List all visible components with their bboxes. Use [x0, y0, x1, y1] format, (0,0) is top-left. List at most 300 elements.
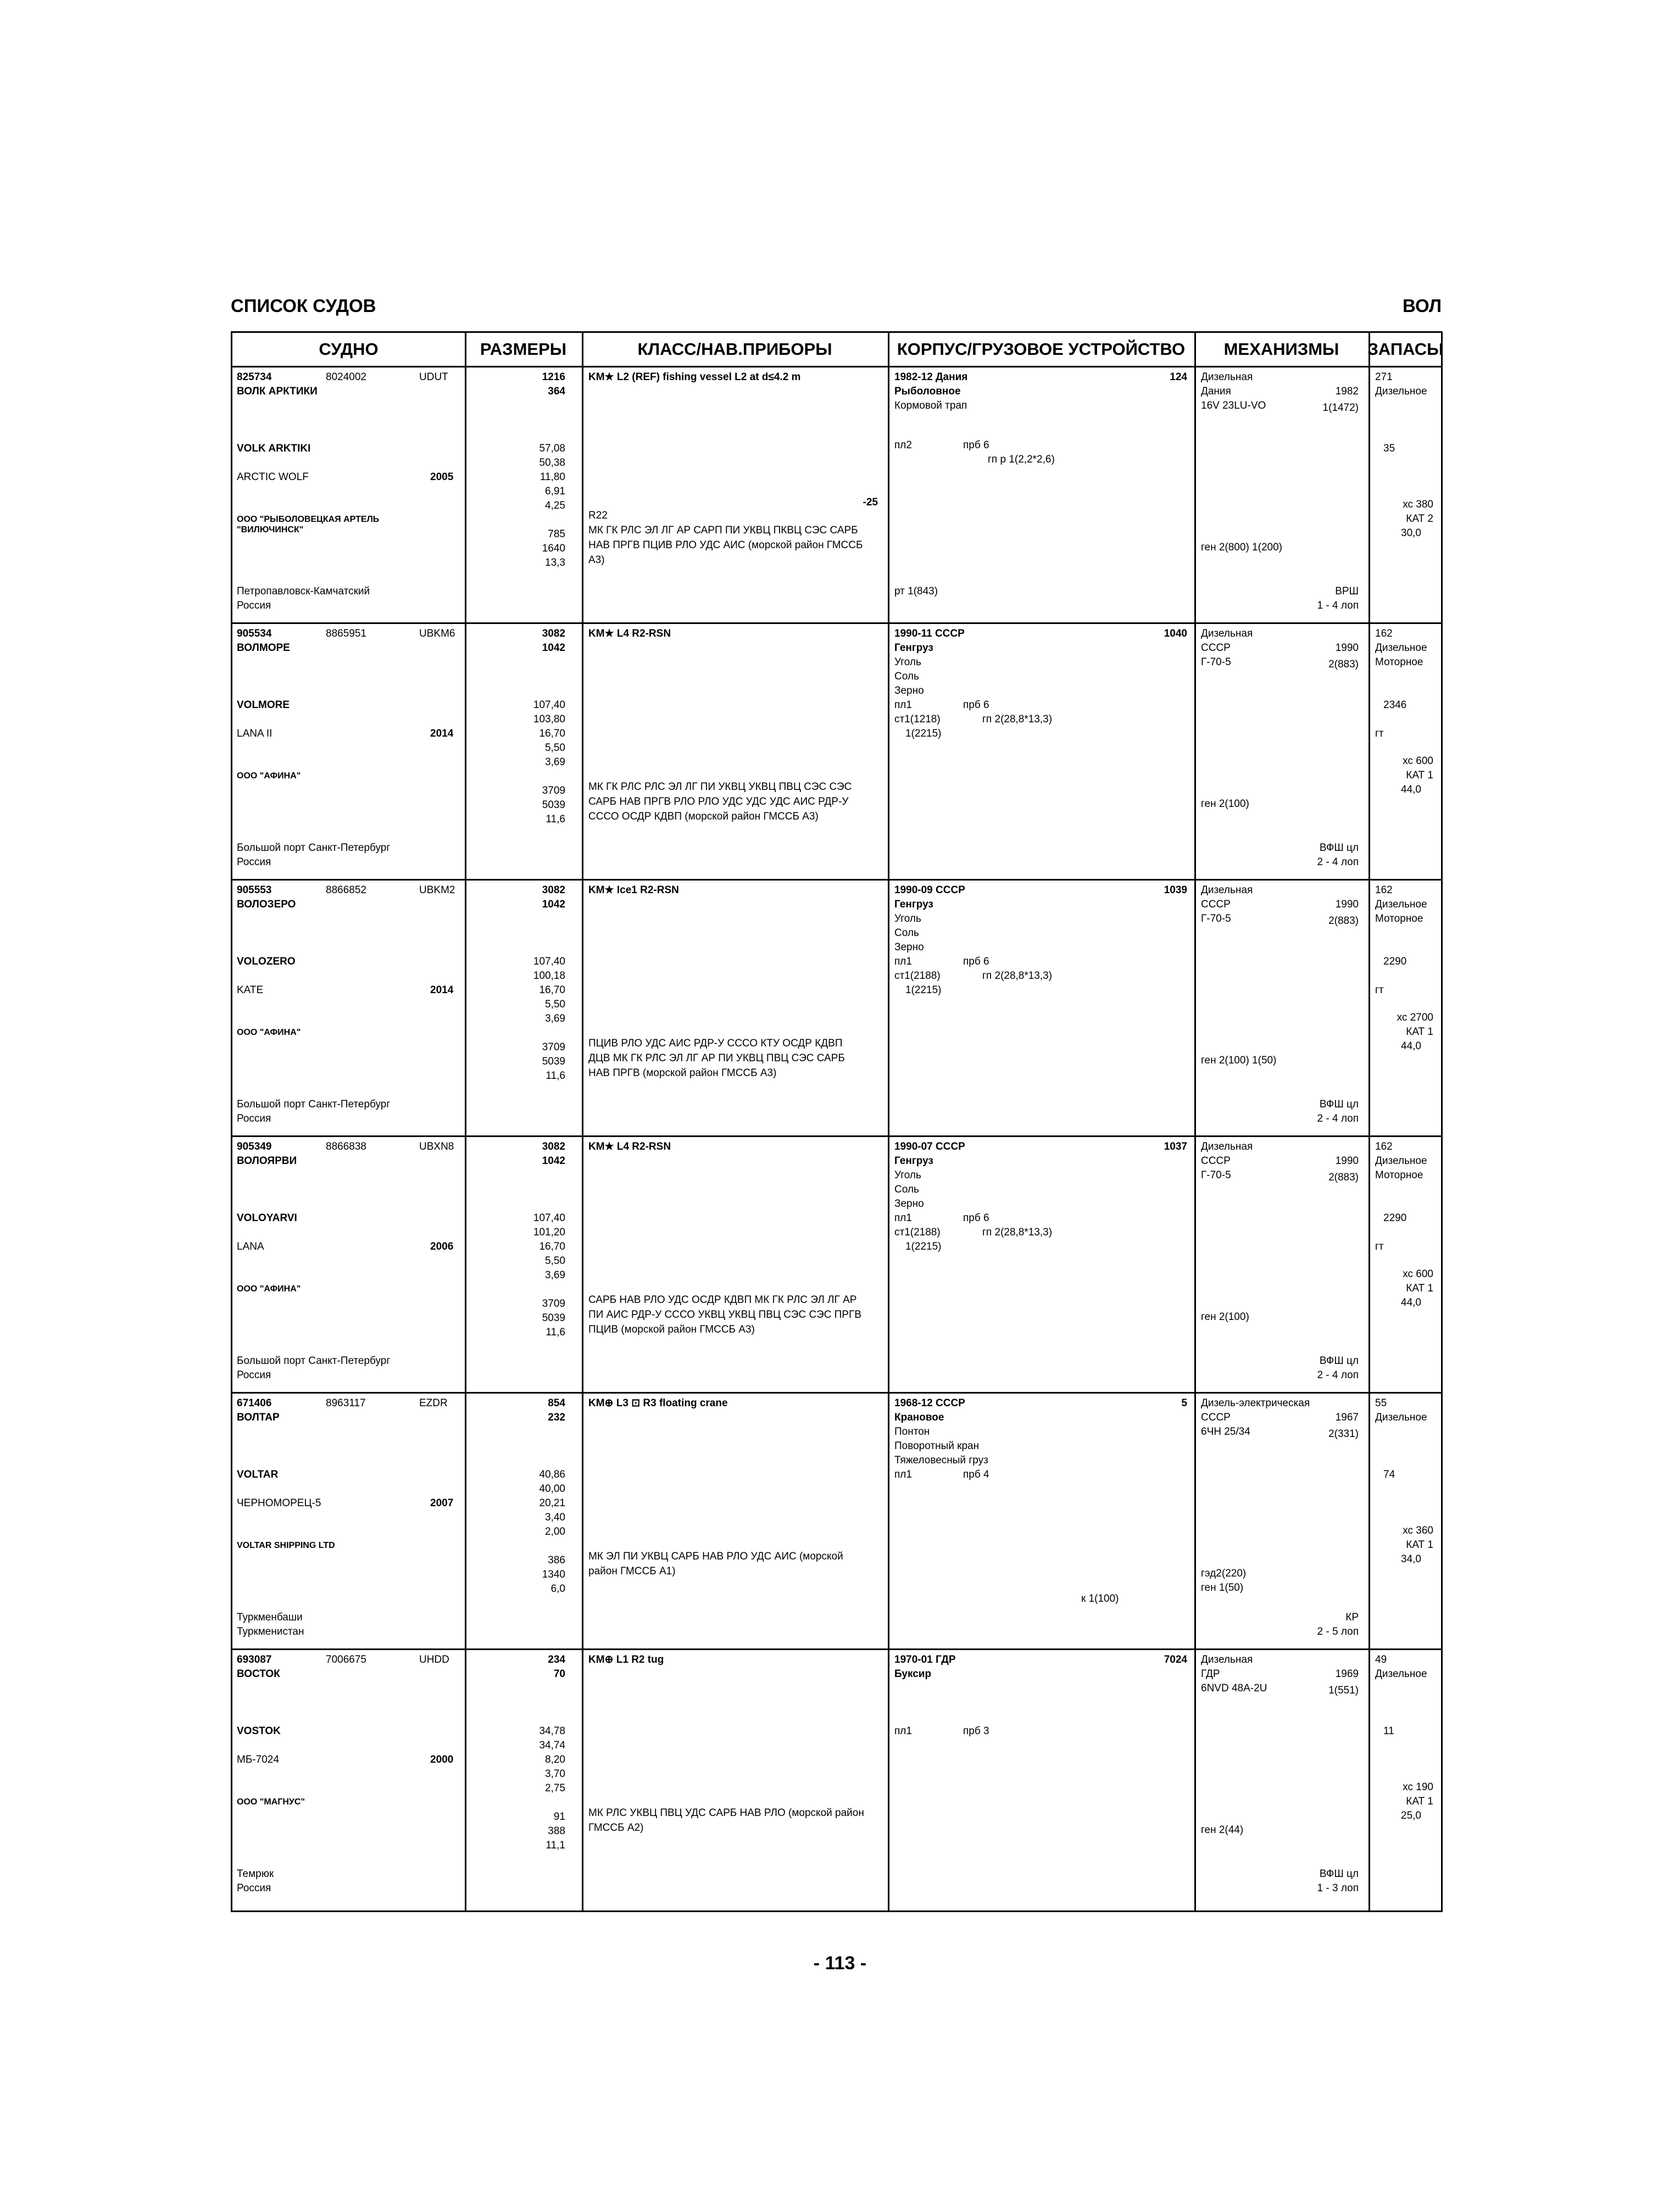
- dimension-value: 40,86: [539, 1469, 565, 1480]
- dimension-value: 3,69: [545, 1269, 565, 1281]
- fuel-store: 162: [1375, 628, 1393, 639]
- propeller: ВФШ цл: [1319, 1868, 1359, 1880]
- column-header-machinery: МЕХАНИЗМЫ: [1223, 339, 1339, 359]
- range: 2346: [1383, 699, 1407, 711]
- flag-country: Россия: [237, 1369, 271, 1381]
- vessel-type: Рыболовное: [894, 386, 961, 397]
- propeller-blades: 1 - 3 лоп: [1317, 1882, 1359, 1894]
- vessel-name-latin: VOLTAR: [237, 1469, 279, 1480]
- generator: гэд2(220): [1201, 1568, 1247, 1579]
- former-name: ARCTIC WOLF: [237, 471, 309, 483]
- vessel-type: Генгруз: [894, 642, 933, 654]
- hull-feature: Понтон: [894, 1426, 930, 1438]
- fuel-store: 162: [1375, 1141, 1393, 1152]
- capacity-value: 91: [553, 1811, 565, 1823]
- hatch-covers: гп р 1(2,2*2,6): [988, 454, 1055, 465]
- table-header: [232, 333, 1444, 367]
- column-divider: [1194, 333, 1196, 1910]
- owner: ООО "АФИНА": [237, 771, 301, 781]
- capacity-value: 785: [548, 528, 565, 540]
- build-year: 2005: [430, 471, 454, 483]
- bulkheads: прб 3: [963, 1725, 989, 1737]
- range: 2290: [1383, 956, 1407, 967]
- vessel-name: ВОСТОК: [237, 1668, 280, 1680]
- class-notation: KM⊕ L1 R2 tug: [588, 1654, 664, 1665]
- propeller-blades: 2 - 4 лоп: [1317, 1113, 1359, 1124]
- class-notation: KM⊕ L3 ⊡ R3 floating crane: [588, 1397, 728, 1409]
- fuel-store: Дизельное: [1375, 642, 1427, 654]
- former-name: МБ-7024: [237, 1754, 279, 1765]
- capacity-value: 3709: [542, 785, 565, 796]
- capacity-value: 3709: [542, 1298, 565, 1310]
- endurance: 34,0: [1401, 1553, 1421, 1565]
- endurance: 25,0: [1401, 1810, 1421, 1821]
- generator: ген 2(100): [1201, 1311, 1249, 1323]
- propeller: ВРШ: [1335, 586, 1359, 597]
- gross-tonnage: 1216: [542, 371, 565, 383]
- build-year: 2006: [430, 1241, 454, 1252]
- hull-feature: Уголь: [894, 656, 921, 668]
- net-tonnage: 1042: [542, 642, 565, 654]
- vessel-type: Крановое: [894, 1412, 944, 1423]
- call-sign: UBKM2: [419, 884, 455, 896]
- gross-tonnage: 234: [548, 1654, 565, 1665]
- dimension-value: 20,21: [539, 1497, 565, 1509]
- former-name: LANA: [237, 1241, 264, 1252]
- category: КАТ 1: [1406, 1283, 1433, 1294]
- call-sign: UDUT: [419, 371, 448, 383]
- navigation-equipment: ПЦИВ РЛО УДС АИС РДР-У СССО КТУ ОСДР КДВП ДЦВ МК ГК РЛС ЭЛ ЛГ АР ПИ УКВЦ ПВЦ СЭС САРБ НАВ ПРГВ (морской район ГМССБ А3): [588, 1038, 845, 1079]
- capacity-value: 11,6: [546, 814, 565, 825]
- gross-tonnage: 3082: [542, 884, 565, 896]
- dimension-value: 16,70: [539, 984, 565, 996]
- vessel-type: Генгруз: [894, 899, 933, 910]
- yard-number: 7024: [1164, 1654, 1187, 1665]
- flag-country: Россия: [237, 1882, 271, 1894]
- yard-number: 5: [1181, 1397, 1187, 1409]
- home-port: Большой порт Санкт-Петербург: [237, 842, 391, 854]
- vessel-type: Буксир: [894, 1668, 932, 1680]
- fuel-store: Моторное: [1375, 1169, 1423, 1181]
- crew-capacity: хс 360: [1403, 1525, 1433, 1536]
- home-port: Петропавловск-Камчатский: [237, 586, 370, 597]
- engine-type: Дизельная: [1201, 1141, 1253, 1152]
- column-header-hull: КОРПУС/ГРУЗОВОЕ УСТРОЙСТВО: [897, 339, 1186, 359]
- stores-misc: гт: [1375, 984, 1384, 996]
- registry-number: 905553: [237, 884, 272, 896]
- vessel-name: ВОЛОЯРВИ: [237, 1155, 297, 1167]
- call-sign: UHDD: [419, 1654, 449, 1665]
- dimension-value: 11,80: [539, 471, 565, 483]
- engine-builder: ГДР: [1201, 1668, 1220, 1680]
- hold-volume: 1(2215): [905, 1241, 942, 1252]
- column-divider: [888, 333, 889, 1910]
- dimension-value: 107,40: [533, 956, 565, 967]
- built-date-country: 1990-09 СССР: [894, 884, 965, 896]
- dimension-value: 101,20: [533, 1227, 565, 1238]
- registry-number: 693087: [237, 1654, 272, 1665]
- endurance: 44,0: [1401, 1040, 1421, 1052]
- dimension-value: 3,40: [545, 1512, 565, 1523]
- engine-power: 1(551): [1328, 1685, 1359, 1696]
- dimension-value: 3,70: [545, 1768, 565, 1780]
- dimension-value: 4,25: [545, 500, 565, 511]
- class-notation: KM★ L4 R2-RSN: [588, 1141, 671, 1152]
- imo-number: 8865951: [326, 628, 366, 639]
- net-tonnage: 364: [548, 386, 565, 397]
- bulkheads: прб 6: [963, 439, 989, 451]
- ice-class: -25: [863, 497, 878, 508]
- generator: ген 2(100) 1(50): [1201, 1055, 1277, 1066]
- propeller: ВФШ цл: [1319, 842, 1359, 854]
- range: 35: [1383, 443, 1395, 454]
- vessel-name-latin: VOLOZERO: [237, 956, 296, 967]
- dimension-value: 8,20: [545, 1754, 565, 1765]
- generator: ген 1(50): [1201, 1582, 1244, 1594]
- vessel-name-latin: VOSTOK: [237, 1725, 281, 1737]
- range: 74: [1383, 1469, 1395, 1480]
- propeller: ВФШ цл: [1319, 1355, 1359, 1367]
- engine-builder: СССР: [1201, 642, 1231, 654]
- engine-builder: Дания: [1201, 386, 1231, 397]
- build-year: 2014: [430, 984, 454, 996]
- engine-builder: СССР: [1201, 899, 1231, 910]
- hold-volume: 1(2215): [905, 728, 942, 739]
- hatch-covers: гп 2(28,8*13,3): [982, 714, 1053, 725]
- category: КАТ 1: [1406, 1539, 1433, 1551]
- flag-country: Россия: [237, 856, 271, 868]
- net-tonnage: 232: [548, 1412, 565, 1423]
- engine-model: 6ЧН 25/34: [1201, 1426, 1250, 1438]
- category: КАТ 1: [1406, 1796, 1433, 1807]
- hull-feature: Поворотный кран: [894, 1440, 980, 1452]
- cargo-gear: к 1(100): [1081, 1593, 1119, 1605]
- dimension-value: 3,69: [545, 1013, 565, 1024]
- holds: пл1: [894, 1212, 912, 1224]
- vessel-name: ВОЛМОРЕ: [237, 642, 290, 654]
- engine-year: 1990: [1335, 899, 1359, 910]
- engine-power: 2(883): [1328, 915, 1359, 927]
- column-header-class: КЛАСС/НАВ.ПРИБОРЫ: [637, 339, 832, 359]
- engine-model: 6NVD 48A-2U: [1201, 1683, 1267, 1694]
- fuel-store: Дизельное: [1375, 1155, 1427, 1167]
- dimension-value: 16,70: [539, 1241, 565, 1252]
- engine-model: Г-70-5: [1201, 1169, 1231, 1181]
- hull-feature: Кормовой трап: [894, 400, 967, 411]
- home-port: Большой порт Санкт-Петербург: [237, 1099, 391, 1110]
- dimension-value: 3,69: [545, 756, 565, 768]
- hold-capacity: ст1(1218): [894, 714, 941, 725]
- built-date-country: 1982-12 Дания: [894, 371, 968, 383]
- dimension-value: 5,50: [545, 742, 565, 754]
- home-port: Туркменбаши: [237, 1612, 303, 1623]
- engine-model: Г-70-5: [1201, 656, 1231, 668]
- former-name: ЧЕРНОМОРЕЦ-5: [237, 1497, 321, 1509]
- hull-feature: Зерно: [894, 1198, 924, 1210]
- engine-type: Дизельная: [1201, 371, 1253, 383]
- dimension-value: 34,74: [539, 1740, 565, 1751]
- engine-type: Дизельная: [1201, 628, 1253, 639]
- yard-number: 1040: [1164, 628, 1187, 639]
- capacity-value: 1340: [542, 1569, 565, 1580]
- column-header-dimensions: РАЗМЕРЫ: [480, 339, 567, 359]
- page-number: - 113 -: [813, 1953, 867, 1974]
- registry-number: 905534: [237, 628, 272, 639]
- flag-country: Туркменистан: [237, 1626, 304, 1637]
- imo-number: 8866838: [326, 1141, 366, 1152]
- engine-type: Дизельная: [1201, 884, 1253, 896]
- engine-year: 1982: [1335, 386, 1359, 397]
- capacity-value: 11,6: [546, 1070, 565, 1082]
- gross-tonnage: 3082: [542, 628, 565, 639]
- propeller-blades: 2 - 4 лоп: [1317, 1369, 1359, 1381]
- flag-country: Россия: [237, 600, 271, 611]
- vessel-name-latin: VOLK ARKTIKI: [237, 443, 311, 454]
- call-sign: UBXN8: [419, 1141, 454, 1152]
- holds: пл1: [894, 1725, 912, 1737]
- vessel-name: ВОЛК АРКТИКИ: [237, 386, 318, 397]
- flag-country: Россия: [237, 1113, 271, 1124]
- yard-number: 1037: [1164, 1141, 1187, 1152]
- fuel-store: Моторное: [1375, 913, 1423, 924]
- bulkheads: прб 4: [963, 1469, 989, 1480]
- fuel-store: 271: [1375, 371, 1393, 383]
- propeller: ВФШ цл: [1319, 1099, 1359, 1110]
- imo-number: 8024002: [326, 371, 366, 383]
- vessel-name-latin: VOLMORE: [237, 699, 290, 711]
- hatch-covers: гп 2(28,8*13,3): [982, 1227, 1053, 1238]
- engine-year: 1969: [1335, 1668, 1359, 1680]
- vessel-record: [232, 1650, 1441, 1907]
- capacity-value: 5039: [542, 1312, 565, 1324]
- dimension-value: 103,80: [533, 714, 565, 725]
- hull-feature: Зерно: [894, 942, 924, 953]
- dimension-value: 34,78: [539, 1725, 565, 1737]
- nav-prefix: R22: [588, 510, 608, 521]
- stores-misc: гт: [1375, 728, 1384, 739]
- dimension-value: 2,00: [545, 1526, 565, 1537]
- imo-number: 8963117: [326, 1397, 366, 1409]
- call-sign: UBKM6: [419, 628, 455, 639]
- propeller-blades: 2 - 5 лоп: [1317, 1626, 1359, 1637]
- page-title: СПИСОК СУДОВ: [231, 296, 376, 316]
- gross-tonnage: 3082: [542, 1141, 565, 1152]
- engine-type: Дизель-электрическая: [1201, 1397, 1310, 1409]
- engine-year: 1967: [1335, 1412, 1359, 1423]
- endurance: 44,0: [1401, 1297, 1421, 1308]
- vessel-record: [232, 1137, 1441, 1394]
- dimension-value: 107,40: [533, 699, 565, 711]
- hull-feature: Соль: [894, 927, 919, 939]
- former-name: LANA II: [237, 728, 272, 739]
- vessel-name: ВОЛТАР: [237, 1412, 280, 1423]
- section-abbreviation: ВОЛ: [1402, 296, 1442, 316]
- class-notation: KM★ Ice1 R2-RSN: [588, 884, 679, 896]
- vessel-record: [232, 624, 1441, 881]
- build-year: 2014: [430, 728, 454, 739]
- dimension-value: 16,70: [539, 728, 565, 739]
- yard-number: 124: [1170, 371, 1187, 383]
- build-year: 2007: [430, 1497, 454, 1509]
- capacity-value: 13,3: [545, 557, 565, 569]
- built-date-country: 1990-11 СССР: [894, 628, 965, 639]
- vessel-record: [232, 1394, 1441, 1650]
- fuel-store: 162: [1375, 884, 1393, 896]
- column-divider: [465, 333, 466, 1910]
- fuel-store: 49: [1375, 1654, 1387, 1665]
- fuel-store: 55: [1375, 1397, 1387, 1409]
- built-date-country: 1968-12 СССР: [894, 1397, 965, 1409]
- engine-model: Г-70-5: [1201, 913, 1231, 924]
- hull-feature: Уголь: [894, 1169, 921, 1181]
- navigation-equipment: САРБ НАВ РЛО УДС ОСДР КДВП МК ГК РЛС ЭЛ ЛГ АР ПИ АИС РДР-У СССО УКВЦ УКВЦ ПВЦ СЭС СЭС ПРГВ ПЦИВ (морской район ГМССБ А3): [588, 1294, 861, 1335]
- build-year: 2000: [430, 1754, 454, 1765]
- engine-year: 1990: [1335, 642, 1359, 654]
- class-notation: KM★ L4 R2-RSN: [588, 628, 671, 639]
- hold-volume: 1(2215): [905, 984, 942, 996]
- owner: ООО "МАГНУС": [237, 1797, 305, 1807]
- cargo-gear: рт 1(843): [894, 586, 938, 597]
- category: КАТ 2: [1406, 513, 1433, 525]
- dimension-value: 5,50: [545, 1255, 565, 1267]
- home-port: Большой порт Санкт-Петербург: [237, 1355, 391, 1367]
- hold-capacity: ст1(2188): [894, 1227, 941, 1238]
- former-name: KATE: [237, 984, 264, 996]
- engine-type: Дизельная: [1201, 1654, 1253, 1665]
- crew-capacity: хс 2700: [1397, 1012, 1433, 1023]
- class-notation: KM★ L2 (REF) fishing vessel L2 at d≤4.2 m: [588, 371, 801, 383]
- generator: ген 2(100): [1201, 798, 1249, 810]
- owner: ООО "РЫБОЛОВЕЦКАЯ АРТЕЛЬ "ВИЛЮЧИНСК": [237, 515, 380, 534]
- hatch-covers: гп 2(28,8*13,3): [982, 970, 1053, 982]
- holds: пл2: [894, 439, 912, 451]
- column-divider: [1369, 333, 1370, 1910]
- category: КАТ 1: [1406, 770, 1433, 781]
- endurance: 44,0: [1401, 784, 1421, 795]
- hull-feature: Уголь: [894, 913, 921, 924]
- hull-feature: Соль: [894, 671, 919, 682]
- category: КАТ 1: [1406, 1026, 1433, 1038]
- holds: пл1: [894, 699, 912, 711]
- vessel-name-latin: VOLOYARVI: [237, 1212, 297, 1224]
- capacity-value: 386: [548, 1555, 565, 1566]
- crew-capacity: хс 600: [1403, 1268, 1433, 1280]
- owner: ООО "АФИНА": [237, 1284, 301, 1294]
- bulkheads: прб 6: [963, 1212, 989, 1224]
- hull-feature: Соль: [894, 1184, 919, 1195]
- generator: ген 2(44): [1201, 1824, 1244, 1836]
- propeller: КР: [1345, 1612, 1359, 1623]
- yard-number: 1039: [1164, 884, 1187, 896]
- dimension-value: 5,50: [545, 999, 565, 1010]
- registry-number: 671406: [237, 1397, 272, 1409]
- engine-year: 1990: [1335, 1155, 1359, 1167]
- endurance: 30,0: [1401, 527, 1421, 539]
- ship-register-table: [231, 331, 1443, 1912]
- net-tonnage: 1042: [542, 1155, 565, 1167]
- dimension-value: 57,08: [539, 443, 565, 454]
- propeller-blades: 2 - 4 лоп: [1317, 856, 1359, 868]
- column-header-stores: ЗАПАСЫ: [1367, 339, 1444, 359]
- bulkheads: прб 6: [963, 956, 989, 967]
- crew-capacity: хс 600: [1403, 755, 1433, 767]
- vessel-record: [232, 367, 1441, 624]
- holds: пл1: [894, 1469, 912, 1480]
- crew-capacity: хс 380: [1403, 499, 1433, 510]
- registry-number: 905349: [237, 1141, 272, 1152]
- capacity-value: 11,1: [546, 1840, 565, 1851]
- engine-builder: СССР: [1201, 1155, 1231, 1167]
- owner: VOLTAR SHIPPING LTD: [237, 1541, 335, 1550]
- dimension-value: 2,75: [545, 1782, 565, 1794]
- engine-power: 2(331): [1328, 1428, 1359, 1440]
- bulkheads: прб 6: [963, 699, 989, 711]
- holds: пл1: [894, 956, 912, 967]
- hull-feature: Зерно: [894, 685, 924, 697]
- engine-power: 2(883): [1328, 1172, 1359, 1183]
- range: 2290: [1383, 1212, 1407, 1224]
- capacity-value: 3709: [542, 1041, 565, 1053]
- vessel-name: ВОЛОЗЕРО: [237, 899, 296, 910]
- range: 11: [1383, 1725, 1394, 1737]
- column-header-vessel: СУДНО: [319, 339, 379, 359]
- owner: ООО "АФИНА": [237, 1028, 301, 1037]
- fuel-store: Дизельное: [1375, 899, 1427, 910]
- hold-capacity: ст1(2188): [894, 970, 941, 982]
- engine-power: 1(1472): [1322, 402, 1359, 414]
- engine-builder: СССР: [1201, 1412, 1231, 1423]
- stores-misc: гт: [1375, 1241, 1384, 1252]
- navigation-equipment: МК ГК РЛС ЭЛ ЛГ АР САРП ПИ УКВЦ ПКВЦ СЭС САРБ НАВ ПРГВ ПЦИВ РЛО УДС АИС (морской район ГМССБ А3): [588, 525, 863, 566]
- built-date-country: 1990-07 СССР: [894, 1141, 965, 1152]
- fuel-store: Дизельное: [1375, 1412, 1427, 1423]
- navigation-equipment: МК ЭЛ ПИ УКВЦ САРБ НАВ РЛО УДС АИС (морской район ГМССБ А1): [588, 1551, 843, 1577]
- dimension-value: 107,40: [533, 1212, 565, 1224]
- navigation-equipment: МК РЛС УКВЦ ПВЦ УДС САРБ НАВ РЛО (морской район ГМССБ А2): [588, 1807, 864, 1834]
- capacity-value: 6,0: [550, 1583, 565, 1595]
- registry-number: 825734: [237, 371, 272, 383]
- capacity-value: 5039: [542, 1056, 565, 1067]
- home-port: Темрюк: [237, 1868, 274, 1880]
- dimension-value: 40,00: [539, 1483, 565, 1495]
- imo-number: 7006675: [326, 1654, 366, 1665]
- dimension-value: 100,18: [533, 970, 565, 982]
- vessel-type: Генгруз: [894, 1155, 933, 1167]
- net-tonnage: 70: [553, 1668, 565, 1680]
- capacity-value: 5039: [542, 799, 565, 811]
- crew-capacity: хс 190: [1403, 1781, 1433, 1793]
- dimension-value: 50,38: [539, 457, 565, 469]
- fuel-store: Дизельное: [1375, 386, 1427, 397]
- navigation-equipment: МК ГК РЛС РЛС ЭЛ ЛГ ПИ УКВЦ УКВЦ ПВЦ СЭС СЭС САРБ НАВ ПРГВ РЛО РЛО УДС УДС УДС АИС РДР-У СССО ОСДР КДВП (морской район ГМССБ А3): [588, 781, 852, 822]
- engine-model: 16V 23LU-VO: [1201, 400, 1266, 411]
- engine-power: 2(883): [1328, 659, 1359, 670]
- dimension-value: 6,91: [545, 486, 565, 497]
- capacity-value: 11,6: [546, 1327, 565, 1338]
- gross-tonnage: 854: [548, 1397, 565, 1409]
- propeller-blades: 1 - 4 лоп: [1317, 600, 1359, 611]
- hull-feature: Тяжеловесный груз: [894, 1455, 988, 1466]
- column-divider: [582, 333, 583, 1910]
- capacity-value: 1640: [542, 543, 565, 554]
- fuel-store: Дизельное: [1375, 1668, 1427, 1680]
- generator: ген 2(800) 1(200): [1201, 542, 1282, 553]
- built-date-country: 1970-01 ГДР: [894, 1654, 956, 1665]
- call-sign: EZDR: [419, 1397, 448, 1409]
- imo-number: 8866852: [326, 884, 366, 896]
- fuel-store: Моторное: [1375, 656, 1423, 668]
- net-tonnage: 1042: [542, 899, 565, 910]
